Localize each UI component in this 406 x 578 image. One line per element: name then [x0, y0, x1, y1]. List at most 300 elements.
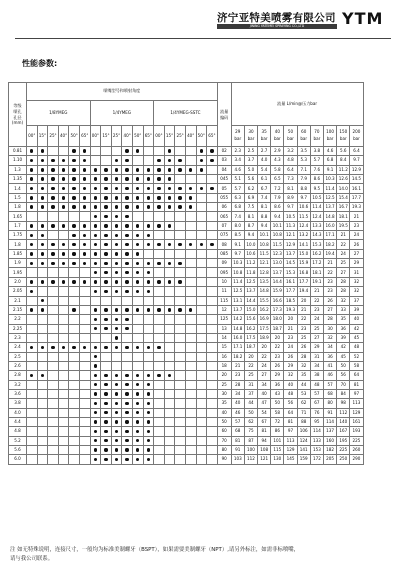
availability-cell	[143, 221, 154, 230]
available-dot-icon	[189, 196, 192, 199]
flow-rate-header: 流量 L/min@压力bar	[231, 83, 363, 126]
flow-code: 09	[217, 259, 231, 268]
availability-cell	[37, 389, 48, 398]
flow-value: 34	[258, 380, 271, 389]
flow-value: 58	[271, 408, 284, 417]
availability-cell	[111, 371, 122, 380]
flow-value: 14.4	[244, 296, 257, 305]
availability-cell	[48, 147, 59, 156]
availability-cell	[164, 249, 175, 258]
flow-value: 6.4	[350, 147, 363, 156]
availability-cell	[101, 193, 112, 202]
availability-cell	[58, 259, 69, 268]
availability-cell	[175, 212, 186, 221]
available-dot-icon	[136, 224, 139, 227]
availability-cell	[90, 455, 101, 464]
availability-cell	[27, 305, 38, 314]
orifice-diameter: 1.35	[9, 175, 27, 184]
available-dot-icon	[136, 290, 139, 293]
flow-code: 05	[217, 184, 231, 193]
availability-cell	[164, 427, 175, 436]
flow-value: 5.8	[271, 165, 284, 174]
flow-value: 9.1	[231, 240, 244, 249]
availability-cell	[79, 203, 90, 212]
available-dot-icon	[104, 177, 107, 180]
availability-cell	[69, 352, 80, 361]
flow-value: 5.4	[258, 165, 271, 174]
available-dot-icon	[104, 458, 107, 461]
available-dot-icon	[83, 280, 86, 283]
orifice-diameter: 4.4	[9, 417, 27, 426]
available-dot-icon	[168, 149, 171, 152]
availability-cell	[196, 147, 207, 156]
availability-cell	[207, 156, 218, 165]
available-dot-icon	[41, 205, 44, 208]
flow-value: 28	[337, 277, 350, 286]
flow-value: 40	[350, 315, 363, 324]
availability-cell	[185, 184, 196, 193]
available-dot-icon	[125, 290, 128, 293]
availability-cell	[132, 165, 143, 174]
available-dot-icon	[125, 215, 128, 218]
flow-value: 4.8	[284, 156, 297, 165]
availability-cell	[143, 352, 154, 361]
flow-value: 130	[271, 455, 284, 464]
availability-cell	[101, 296, 112, 305]
available-dot-icon	[41, 196, 44, 199]
availability-cell	[154, 277, 165, 286]
availability-cell	[164, 408, 175, 417]
availability-cell	[122, 333, 133, 342]
flow-value: 44	[244, 399, 257, 408]
table-row	[9, 287, 364, 296]
availability-cell	[207, 305, 218, 314]
flow-value: 6.9	[244, 193, 257, 202]
available-dot-icon	[104, 383, 107, 386]
availability-cell	[48, 343, 59, 352]
flow-code: 14	[217, 333, 231, 342]
availability-cell	[111, 287, 122, 296]
flow-value: 12.6	[337, 175, 350, 184]
availability-cell	[207, 371, 218, 380]
flow-value: 5.6	[337, 147, 350, 156]
availability-cell	[175, 408, 186, 417]
orifice-diameter: 3.6	[9, 389, 27, 398]
availability-cell	[185, 147, 196, 156]
available-dot-icon	[94, 411, 97, 414]
flow-code: 095	[217, 268, 231, 277]
available-dot-icon	[104, 215, 107, 218]
flow-value: 225	[337, 446, 350, 455]
spray-angle-4: 50°	[69, 126, 80, 147]
availability-cell	[164, 287, 175, 296]
availability-cell	[143, 212, 154, 221]
availability-cell	[154, 165, 165, 174]
flow-value: 11.8	[244, 268, 257, 277]
flow-value: 114	[310, 427, 323, 436]
availability-cell	[90, 389, 101, 398]
availability-cell	[143, 389, 154, 398]
flow-value: 14.1	[297, 240, 310, 249]
availability-cell	[207, 259, 218, 268]
availability-cell	[143, 203, 154, 212]
available-dot-icon	[115, 187, 118, 190]
orifice-diameter: 1.8	[9, 240, 27, 249]
availability-cell	[175, 315, 186, 324]
availability-cell	[122, 305, 133, 314]
availability-cell	[111, 361, 122, 370]
available-dot-icon	[136, 439, 139, 442]
flow-value: 19.4	[324, 249, 337, 258]
availability-cell	[58, 361, 69, 370]
availability-cell	[143, 343, 154, 352]
availability-cell	[48, 371, 59, 380]
available-dot-icon	[51, 177, 54, 180]
available-dot-icon	[115, 336, 118, 339]
available-dot-icon	[30, 243, 33, 246]
flow-value: 36	[324, 352, 337, 361]
flow-value: 12.9	[284, 240, 297, 249]
availability-cell	[58, 203, 69, 212]
availability-cell	[37, 380, 48, 389]
available-dot-icon	[94, 215, 97, 218]
availability-cell	[207, 221, 218, 230]
flow-value: 20	[284, 315, 297, 324]
flow-code: 60	[217, 427, 231, 436]
flow-value: 17.7	[297, 277, 310, 286]
flow-value: 18.5	[284, 296, 297, 305]
performance-table	[8, 82, 364, 465]
availability-cell	[122, 408, 133, 417]
availability-cell	[175, 389, 186, 398]
available-dot-icon	[136, 458, 139, 461]
availability-cell	[37, 240, 48, 249]
availability-cell	[90, 333, 101, 342]
availability-cell	[185, 221, 196, 230]
flow-code: 35	[217, 399, 231, 408]
availability-cell	[122, 259, 133, 268]
flow-value: 21	[324, 259, 337, 268]
availability-cell	[175, 184, 186, 193]
flow-value: 41	[324, 361, 337, 370]
availability-cell	[58, 417, 69, 426]
flow-value: 8.7	[244, 221, 257, 230]
availability-cell	[207, 231, 218, 240]
availability-cell	[185, 277, 196, 286]
flow-code: 125	[217, 315, 231, 324]
available-dot-icon	[147, 290, 150, 293]
availability-cell	[132, 268, 143, 277]
availability-cell	[132, 184, 143, 193]
availability-cell	[101, 156, 112, 165]
availability-cell	[207, 389, 218, 398]
availability-cell	[185, 231, 196, 240]
availability-cell	[101, 315, 112, 324]
available-dot-icon	[115, 280, 118, 283]
available-dot-icon	[125, 374, 128, 377]
availability-cell	[207, 380, 218, 389]
available-dot-icon	[157, 205, 160, 208]
availability-cell	[111, 249, 122, 258]
available-dot-icon	[125, 411, 128, 414]
flow-value: 5.6	[244, 175, 257, 184]
flow-value: 15.9	[271, 287, 284, 296]
flow-value: 2.5	[244, 147, 257, 156]
flow-value: 31	[310, 352, 323, 361]
spray-angle-0: 00°	[27, 126, 38, 147]
available-dot-icon	[94, 364, 97, 367]
availability-cell	[185, 156, 196, 165]
available-dot-icon	[72, 346, 75, 349]
availability-cell	[164, 399, 175, 408]
flow-value: 23	[231, 371, 244, 380]
flow-value: 62	[244, 417, 257, 426]
availability-cell	[175, 259, 186, 268]
availability-cell	[58, 268, 69, 277]
flow-value: 6.8	[231, 203, 244, 212]
availability-cell	[185, 371, 196, 380]
flow-value: 48	[350, 343, 363, 352]
available-dot-icon	[41, 177, 44, 180]
availability-cell	[196, 165, 207, 174]
table-row	[9, 147, 364, 156]
availability-cell	[111, 259, 122, 268]
flow-value: 52	[350, 352, 363, 361]
spray-angle-2: 25°	[48, 126, 59, 147]
flow-value: 16.1	[284, 277, 297, 286]
flow-value: 8.9	[284, 193, 297, 202]
available-dot-icon	[62, 177, 65, 180]
availability-cell	[154, 380, 165, 389]
availability-cell	[132, 296, 143, 305]
availability-cell	[175, 343, 186, 352]
availability-cell	[185, 324, 196, 333]
availability-cell	[69, 231, 80, 240]
flow-value: 18.9	[258, 333, 271, 342]
available-dot-icon	[115, 327, 118, 330]
flow-value: 22	[271, 343, 284, 352]
availability-cell	[58, 315, 69, 324]
availability-cell	[175, 436, 186, 445]
table-row	[9, 389, 364, 398]
availability-cell	[132, 147, 143, 156]
flow-value: 16.8	[297, 268, 310, 277]
flow-value: 121	[258, 455, 271, 464]
availability-cell	[154, 240, 165, 249]
availability-cell	[37, 296, 48, 305]
flow-value: 37	[244, 389, 257, 398]
flow-value: 20	[271, 333, 284, 342]
availability-cell	[207, 240, 218, 249]
availability-cell	[196, 268, 207, 277]
availability-cell	[154, 249, 165, 258]
availability-cell	[48, 296, 59, 305]
available-dot-icon	[157, 224, 160, 227]
available-dot-icon	[51, 280, 54, 283]
table-row	[9, 399, 364, 408]
available-dot-icon	[157, 159, 160, 162]
available-dot-icon	[62, 280, 65, 283]
flow-code: 085	[217, 249, 231, 258]
flow-value: 19.4	[297, 287, 310, 296]
availability-cell	[79, 455, 90, 464]
available-dot-icon	[125, 318, 128, 321]
available-dot-icon	[136, 411, 139, 414]
flow-value: 15.9	[297, 259, 310, 268]
available-dot-icon	[72, 177, 75, 180]
flow-value: 20	[244, 352, 257, 361]
available-dot-icon	[94, 234, 97, 237]
flow-value: 26	[297, 343, 310, 352]
availability-cell	[27, 212, 38, 221]
availability-cell	[132, 352, 143, 361]
available-dot-icon	[168, 308, 171, 311]
flow-value: 29	[310, 343, 323, 352]
section-title: 性能参数:	[22, 59, 58, 68]
flow-value: 54	[258, 408, 271, 417]
availability-cell	[122, 165, 133, 174]
available-dot-icon	[200, 168, 203, 171]
available-dot-icon	[136, 187, 139, 190]
availability-cell	[69, 156, 80, 165]
flow-value: 5.1	[231, 175, 244, 184]
availability-cell	[79, 268, 90, 277]
availability-cell	[143, 361, 154, 370]
nozzle-group-2: 1/4YMEG-SSTC	[154, 101, 218, 126]
available-dot-icon	[147, 458, 150, 461]
availability-cell	[90, 212, 101, 221]
availability-cell	[111, 305, 122, 314]
availability-cell	[154, 455, 165, 464]
availability-cell	[132, 259, 143, 268]
flow-value: 23	[324, 287, 337, 296]
flow-value: 25	[310, 324, 323, 333]
availability-cell	[122, 249, 133, 258]
available-dot-icon	[147, 448, 150, 451]
available-dot-icon	[51, 243, 54, 246]
flow-value: 13.5	[258, 277, 271, 286]
availability-cell	[185, 175, 196, 184]
availability-cell	[143, 417, 154, 426]
available-dot-icon	[157, 168, 160, 171]
available-dot-icon	[62, 205, 65, 208]
flow-code: 11	[217, 287, 231, 296]
available-dot-icon	[147, 196, 150, 199]
flow-value: 290	[350, 455, 363, 464]
flow-value: 12.5	[244, 277, 257, 286]
flow-value: 10.6	[244, 249, 257, 258]
availability-cell	[90, 259, 101, 268]
availability-cell	[69, 427, 80, 436]
available-dot-icon	[125, 262, 128, 265]
company-logo: YTM	[342, 9, 384, 28]
availability-cell	[122, 175, 133, 184]
availability-cell	[132, 436, 143, 445]
flow-value: 12.9	[350, 165, 363, 174]
available-dot-icon	[41, 346, 44, 349]
availability-cell	[185, 259, 196, 268]
availability-cell	[48, 193, 59, 202]
availability-cell	[37, 259, 48, 268]
flow-value: 250	[337, 455, 350, 464]
available-dot-icon	[72, 262, 75, 265]
available-dot-icon	[189, 243, 192, 246]
availability-cell	[111, 240, 122, 249]
availability-cell	[48, 399, 59, 408]
available-dot-icon	[147, 420, 150, 423]
available-dot-icon	[104, 262, 107, 265]
availability-cell	[27, 333, 38, 342]
flow-value: 27	[310, 333, 323, 342]
availability-cell	[90, 165, 101, 174]
availability-cell	[207, 184, 218, 193]
availability-cell	[196, 324, 207, 333]
availability-cell	[79, 399, 90, 408]
availability-cell	[154, 287, 165, 296]
available-dot-icon	[125, 439, 128, 442]
availability-cell	[196, 343, 207, 352]
availability-cell	[196, 408, 207, 417]
availability-cell	[132, 193, 143, 202]
availability-cell	[58, 165, 69, 174]
availability-cell	[37, 231, 48, 240]
flow-value: 16.1	[350, 184, 363, 193]
availability-cell	[101, 436, 112, 445]
flow-value: 112	[244, 455, 257, 464]
available-dot-icon	[115, 168, 118, 171]
available-dot-icon	[83, 177, 86, 180]
availability-cell	[69, 361, 80, 370]
flow-value: 26	[324, 296, 337, 305]
availability-cell	[58, 212, 69, 221]
availability-cell	[58, 231, 69, 240]
available-dot-icon	[125, 205, 128, 208]
flow-value: 7.9	[297, 175, 310, 184]
availability-cell	[132, 446, 143, 455]
availability-cell	[122, 436, 133, 445]
availability-cell	[90, 315, 101, 324]
availability-cell	[164, 455, 175, 464]
availability-cell	[122, 296, 133, 305]
flow-value: 6.1	[258, 175, 271, 184]
availability-cell	[101, 417, 112, 426]
flow-value: 26	[284, 352, 297, 361]
flow-value: 33	[337, 305, 350, 314]
availability-cell	[90, 240, 101, 249]
flow-value: 14.8	[231, 324, 244, 333]
availability-cell	[37, 436, 48, 445]
flow-value: 23	[324, 277, 337, 286]
flow-value: 68	[231, 427, 244, 436]
available-dot-icon	[115, 205, 118, 208]
orifice-diameter: 5.2	[9, 436, 27, 445]
flow-value: 86	[271, 427, 284, 436]
availability-cell	[185, 203, 196, 212]
flow-code: 40	[217, 408, 231, 417]
availability-cell	[164, 315, 175, 324]
flow-value: 23	[350, 221, 363, 230]
flow-value: 17.7	[284, 287, 297, 296]
availability-cell	[111, 315, 122, 324]
availability-cell	[196, 287, 207, 296]
availability-cell	[164, 193, 175, 202]
availability-cell	[69, 436, 80, 445]
availability-cell	[111, 343, 122, 352]
available-dot-icon	[94, 327, 97, 330]
availability-cell	[132, 389, 143, 398]
availability-cell	[132, 427, 143, 436]
table-row	[9, 259, 364, 268]
